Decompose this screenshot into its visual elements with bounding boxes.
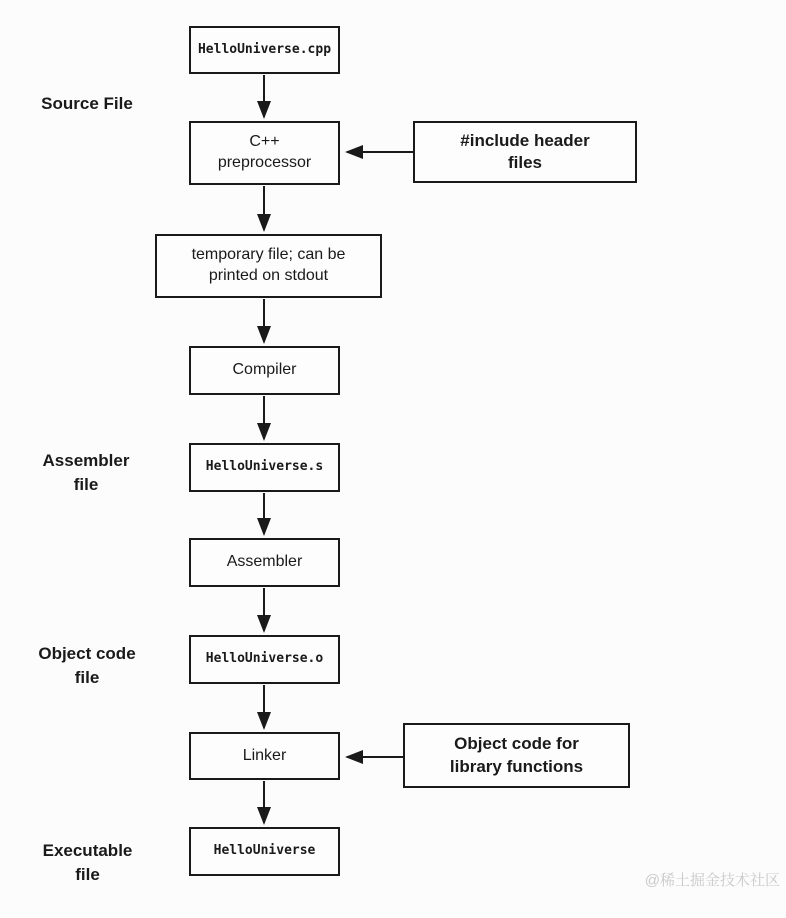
stage-label-source-file — [27, 92, 147, 116]
stage-label-source-file-text: Source File — [41, 94, 133, 113]
node-executable-label: HelloUniverse — [213, 843, 316, 859]
stage-label-assembler-file-text: Assembler file — [42, 451, 130, 494]
node-temporary-file-label: temporary file; can be printed on stdout — [191, 246, 346, 284]
watermark-text: @稀土掘金技术社区 — [644, 872, 780, 889]
node-linker-label: Linker — [242, 746, 287, 764]
node-assembler-file-label: HelloUniverse.s — [205, 459, 324, 475]
node-source-file — [189, 26, 340, 74]
node-object-code-file — [189, 635, 340, 684]
node-include-header-files — [413, 121, 637, 183]
node-assembler — [189, 538, 340, 587]
node-assembler-label: Assembler — [226, 553, 303, 571]
node-source-file-label: HelloUniverse.cpp — [197, 41, 332, 57]
node-object-code-file-label: HelloUniverse.o — [205, 651, 324, 667]
node-compiler — [189, 346, 340, 395]
node-executable — [189, 827, 340, 876]
node-object-code-library-functions — [403, 723, 630, 788]
node-temporary-file — [155, 234, 382, 298]
stage-label-executable-file-text: Executable file — [42, 841, 133, 884]
node-include-header-files-label: #include header files — [460, 130, 590, 172]
node-compiler-label: Compiler — [232, 361, 297, 379]
node-assembler-file — [189, 443, 340, 492]
stage-label-object-code-file — [27, 642, 147, 690]
node-cpp-preprocessor — [189, 121, 340, 185]
node-object-code-library-functions-label: Object code for library functions — [449, 734, 584, 776]
node-cpp-preprocessor-label: C++ preprocessor — [217, 133, 312, 171]
stage-label-object-code-file-text: Object code file — [38, 644, 136, 687]
stage-label-assembler-file — [31, 449, 141, 497]
node-linker — [189, 732, 340, 780]
stage-label-executable-file — [35, 839, 140, 887]
